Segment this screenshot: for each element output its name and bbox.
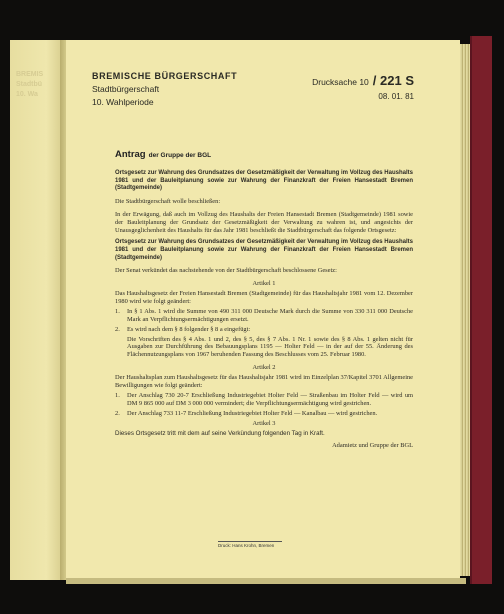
header-left <box>92 71 237 107</box>
item-text: Es wird nach dem § 8 folgender § 8 a eingefügt: <box>127 325 251 333</box>
ghost-line: Stadtbü <box>16 81 43 88</box>
drucksache <box>312 73 414 88</box>
signature: Adamietz und Gruppe der BGL <box>332 442 413 450</box>
antrag-heading <box>115 144 211 162</box>
ghost-text <box>16 70 62 100</box>
article-1-heading: Artikel 1 <box>252 280 276 288</box>
document-body <box>115 170 413 450</box>
list-item <box>115 308 413 324</box>
footer-rule <box>218 541 282 542</box>
ghost-line: BREMIS <box>16 71 44 78</box>
organization-name: BREMISCHE BÜRGERSCHAFT <box>92 71 238 81</box>
item-number: 1. <box>115 307 120 315</box>
article-3-heading: Artikel 3 <box>252 419 276 427</box>
list-item <box>115 410 413 418</box>
law-title: Ortsgesetz zur Wahrung des Grundsatzes der Gesetzmäßigkeit der Verwaltung im Vollzug des Haushalts 1981 und der Bauleitplanung sowie zur Wahrung der Finanzkraft der Freien Hansestadt Bremen (Stadtgemeinde) <box>115 239 413 261</box>
item-text: Der Anschlag 733 11-7 Erschließung Industriegebiet Holter Feld — Kanalbau — wird gestrichen. <box>127 409 378 417</box>
preamble: In der Erwägung, daß auch im Vollzug des Haushalts der Freien Hansestadt Bremen (Stadtgemeinde) 1981 sowie der Bauleitplanung der Grundsatz der Gesetzmäßigkeit der Verwaltung zu wahren ist, und angesichts der Unausgeglichenheit des Haushalts für das Jahr 1981 beschließt die Stadtbürgerschaft das folgende Ortsgesetz: <box>115 210 413 234</box>
paragraph-8a-text: Die Vorschriften des § 4 Abs. 1 und 2, des § 5, des § 7 Abs. 1 Nr. 1 sowie des § 8 Abs. 1 gelten nicht für Ausgaben zur Durchführung des Bebauungsplans 1195 — Holter Feld — in der auf der 55. Änderung des Flächennutzungsplans von 1967 beruhenden Fassung des Beschlusses vom 25. Februar 1980. <box>127 335 413 359</box>
ghost-line: 10. Wa <box>16 91 38 98</box>
legislative-period: 10. Wahlperiode <box>92 97 154 107</box>
drucksache-number: / 221 S <box>372 73 414 88</box>
antrag-title: Antrag <box>115 149 146 160</box>
chamber-name: Stadtbürgerschaft <box>92 84 160 94</box>
senat-statement: Der Senat verkündet das nachstehende von der Stadtbürgerschaft beschlossene Gesetz: <box>115 267 337 275</box>
drucksache-label: Drucksache 10 <box>312 77 369 87</box>
binder-cover <box>470 36 492 584</box>
article-2-text: Der Haushaltsplan zum Haushaltsgesetz für das Haushaltsjahr 1981 wird im Einzelplan 37/Kapitel 3701 Allgemeine Bewilligungen wie folgt geändert: <box>115 374 413 390</box>
document-title: Ortsgesetz zur Wahrung des Grundsatzes der Gesetzmäßigkeit der Verwaltung im Vollzug des Haushalts 1981 und der Bauleitplanung sowie zur Wahrung der Finanzkraft der Freien Hansestadt Bremen (Stadtgemeinde) <box>115 170 413 192</box>
item-number: 2. <box>115 325 120 333</box>
item-number: 1. <box>115 391 120 399</box>
article-2-heading: Artikel 2 <box>252 364 276 372</box>
article-3-text: Dieses Ortsgesetz tritt mit dem auf seine Verkündung folgenden Tag in Kraft. <box>115 429 325 437</box>
article-1-text: Das Haushaltsgesetz der Freien Hansestadt Bremen (Stadtgemeinde) für das Haushaltsjahr 1981 vom 12. Dezember 1980 wird wie folgt geändert: <box>115 290 413 305</box>
previous-page-edge <box>10 40 62 580</box>
item-text: Der Anschlag 730 20-7 Erschließung Industriegebiet Holter Feld — Straßenbau im Holter Feld — wird um DM 9 865 000 auf DM 3 000 000 vermindert; die Verpflichtungsermächtigung wird gestrichen. <box>127 391 413 407</box>
page-bottom-edge <box>66 578 466 584</box>
header-right <box>312 73 414 101</box>
document-page <box>66 40 460 582</box>
item-number: 2. <box>115 409 120 417</box>
list-item <box>115 392 413 408</box>
item-text: In § 1 Abs. 1 wird die Summe von 490 311 000 Deutsche Mark durch die Summe von 330 311 000 Deutsche Mark an Verpflichtungsermächtigungen ersetzt. <box>127 307 413 323</box>
intro-line: Die Stadtbürgerschaft wolle beschließen: <box>115 197 221 205</box>
printer-note: Druck: Hans Krohn, Bremen <box>218 543 275 548</box>
document-date: 08. 01. 81 <box>378 92 414 101</box>
list-item <box>115 326 413 334</box>
antrag-by: der Gruppe der BGL <box>148 152 212 159</box>
